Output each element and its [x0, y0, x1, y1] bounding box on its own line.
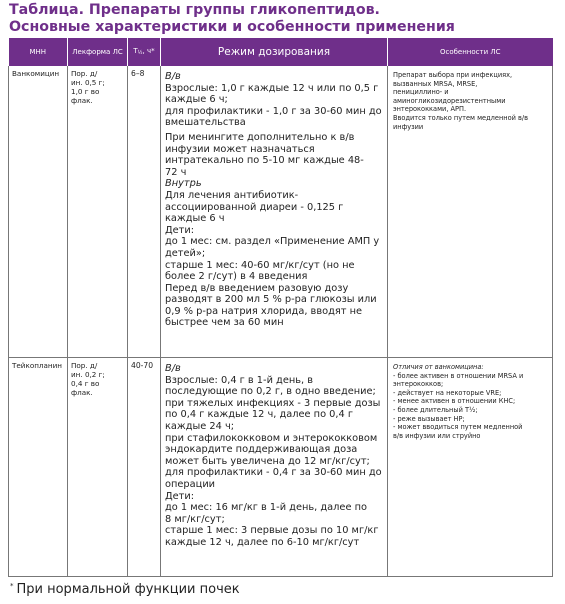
title-line-2: Основные характеристики и особенности применения	[9, 19, 455, 35]
drug-form: Пор. д/ ин. 0,5 г; 1,0 г во флак.	[68, 66, 128, 358]
header-thalf: $T_{\frac{1}{2}}$, ч*	[128, 38, 161, 66]
drug-dosing: В/в Взрослые: 1,0 г каждые 12 ч или по 0,5 г каждые 6 ч; для профилактики - 1,0 г за 30-60 мин до вмешательства При менингите дополнительно к в/в инфузии может назначаться интратекально по 5-10 мг каждые 48- 72 ч Внутрь Для лечения антибиотик- ассоциированной диареи - 0,125 г каждые 6 ч Дети: до 1 мес: см. раздел «Применение АМП у детей»; старше 1 мес: 40-60 мг/кг/сут (но не более 2 г/сут) в 4 введения Перед в/в введением разовую дозу разводят в 200 мл 5 % р-ра глюкозы или 0,9 % р-ра натрия хлорида, вводят не быстрее чем за 60 мин	[161, 66, 388, 358]
drug-features: Отличия от ванкомицина: - более активен в отношении MRSA и энтерококков; - действует на некоторые VRE; - менее активен в отношении КНС; - более длительный T½; - реже вызывает НР; - может вводиться путем медленной в/в инфузии или струйно	[388, 358, 553, 577]
drug-dosing: В/в Взрослые: 0,4 г в 1-й день, в последующие по 0,2 г, в одно введение; при тяжелых инфекциях - 3 первые дозы по 0,4 г каждые 12 ч, далее по 0,4 г каждые 24 ч; при стафилококковом и энтерококковом эндокардите поддерживающая доза может быть увеличена до 12 мг/кг/сут; для профилактики - 0,4 г за 30-60 мин до операции Дети: до 1 мес: 16 мг/кг в 1-й день, далее по 8 мг/кг/сут; старше 1 мес: 3 первые дозы по 10 мг/кг каждые 12 ч, далее по 6-10 мг/кг/сут	[161, 358, 388, 577]
table-header-row	[9, 38, 553, 66]
drug-form: Пор. д/ ин. 0,2 г; 0,4 г во флак.	[68, 358, 128, 577]
footnote-text: При нормальной функции почек	[16, 582, 240, 597]
header-dose: Режим дозирования	[161, 38, 388, 66]
table-row	[9, 66, 553, 358]
footnote	[10, 578, 240, 598]
header-features: Особенности ЛС	[388, 38, 553, 66]
header-form: Лекформа ЛС	[68, 38, 128, 66]
drug-features: Препарат выбора при инфекциях, вызванных MRSA, MRSE, пенициллино- и аминогликозидорезистентными энтерококками, АРП. Вводится только путем медленной в/в инфузии	[388, 66, 553, 358]
drug-name: Тейкопланин	[9, 358, 68, 577]
drug-thalf: 40-70	[128, 358, 161, 577]
footnote-mark: *	[10, 582, 14, 590]
drug-name: Ванкомицин	[9, 66, 68, 358]
drug-thalf: 6–8	[128, 66, 161, 358]
header-mnn: МНН	[9, 38, 68, 66]
title-line-1: Таблица. Препараты группы гликопептидов.	[9, 2, 380, 18]
glycopeptides-table	[8, 38, 553, 577]
table-title	[9, 2, 559, 36]
table-row	[9, 358, 553, 577]
